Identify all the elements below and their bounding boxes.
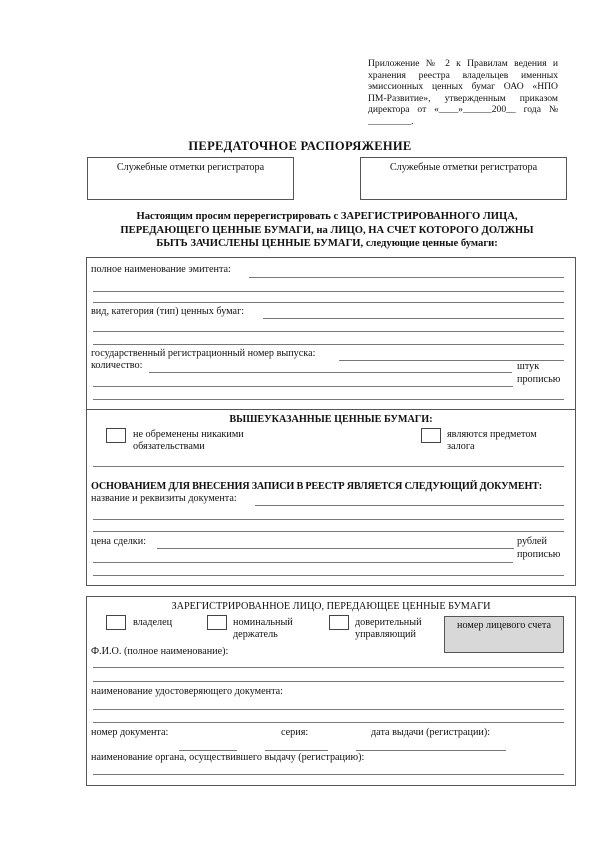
basis-heading: ОСНОВАНИЕМ ДЛЯ ВНЕСЕНИЯ ЗАПИСИ В РЕЕСТР ЯВЛЯЕТСЯ СЛЕДУЮЩИЙ ДОКУМЕНТ: [91,481,542,492]
in-words-label: прописью [517,374,561,385]
security-type-input-line3[interactable] [93,344,564,345]
issue-date-input[interactable] [356,750,506,751]
appendix-line: хранения реестра владельцев именных [368,69,558,81]
pledged-label [447,429,537,453]
deal-price-words-input[interactable] [93,562,513,563]
issuer-name-input[interactable] [249,277,564,278]
registrar-marks-label: Служебные отметки регистратора [389,162,538,173]
not-encumbered-label-line: обязательствами [133,441,205,452]
transferor-heading: ЗАРЕГИСТРИРОВАННОЕ ЛИЦО, ПЕРЕДАЮЩЕЕ ЦЕННЫЕ БУМАГИ [171,601,491,612]
trustee-checkbox[interactable] [329,615,349,630]
security-type-label: вид, категория (тип) ценных бумаг: [91,306,245,317]
registrar-marks-box-right [360,157,567,200]
not-encumbered-checkbox[interactable] [106,428,126,443]
issuing-authority-label: наименование органа, осуществившего выдачу (регистрацию): [91,752,365,763]
trustee-label-line: доверительный [355,617,422,628]
encumbrance-input[interactable] [93,466,564,467]
currency-label: рублей [517,536,547,547]
doc-number-input[interactable] [179,750,237,751]
account-number-label: номер лицевого счета [457,620,551,631]
encumbrance-heading: ВЫШЕУКАЗАННЫЕ ЦЕННЫЕ БУМАГИ: [229,414,433,425]
account-number-field[interactable] [444,616,564,653]
fullname-label: Ф.И.О. (полное наименование): [91,646,229,657]
appendix-line: эмиссионных ценных бумаг ОАО «НПО [368,81,558,93]
reg-number-label: государственный регистрационный номер выпуска: [91,348,316,359]
issue-date-label: дата выдачи (регистрации): [371,727,491,738]
basis-doc-input[interactable] [255,505,564,506]
deal-price-label: цена сделки: [91,536,147,547]
quantity-words-input-line2[interactable] [93,399,564,400]
fullname-input-line2[interactable] [93,681,564,682]
page-title: ПЕРЕДАТОЧНОЕ РАСПОРЯЖЕНИЕ [188,139,412,153]
series-input[interactable] [265,750,328,751]
price-in-words-label: прописью [517,549,561,560]
not-encumbered-label-line: не обременены никакими [133,429,244,440]
request-paragraph [80,210,574,251]
issuer-name-input-line2[interactable] [93,291,564,292]
id-doc-input[interactable] [93,709,564,710]
quantity-label: количество: [91,360,143,371]
request-line: ПЕРЕДАЮЩЕГО ЦЕННЫЕ БУМАГИ, на ЛИЦО, НА СЧЕТ КОТОРОГО ДОЛЖНЫ [120,224,534,236]
owner-checkbox[interactable] [106,615,126,630]
quantity-words-input[interactable] [93,386,513,387]
pledged-label-line: являются предметом [447,429,537,440]
issuer-name-input-line3[interactable] [93,302,564,303]
nominee-label [233,617,293,641]
security-type-input[interactable] [263,318,564,319]
appendix-line: _________. [368,115,414,127]
request-line: БЫТЬ ЗАЧИСЛЕНЫ ЦЕННЫЕ БУМАГИ, следующие ценные бумаги: [156,238,498,249]
nominee-checkbox[interactable] [207,615,227,630]
issuing-authority-input[interactable] [93,774,564,775]
registrar-marks-label: Служебные отметки регистратора [116,162,265,173]
nominee-label-line: держатель [233,629,278,640]
series-label: серия: [281,727,309,738]
appendix-line: ПМ-Развитие», утвержденным приказом [368,92,558,104]
fullname-input[interactable] [93,667,564,668]
trustee-label-line: управляющий [355,629,416,640]
deal-price-words-input-line2[interactable] [93,575,564,576]
section-divider [86,409,576,410]
nominee-label-line: номинальный [233,617,293,628]
basis-doc-input-line3[interactable] [93,531,564,532]
basis-doc-input-line2[interactable] [93,519,564,520]
appendix-line: Приложение № 2 к Правилам ведения и [368,58,558,69]
pieces-label: штук [517,361,540,372]
quantity-input[interactable] [149,372,512,373]
security-type-input-line2[interactable] [93,331,564,332]
appendix-note [368,58,558,128]
not-encumbered-label [133,429,244,453]
pledged-checkbox[interactable] [421,428,441,443]
deal-price-input[interactable] [157,548,514,549]
registrar-marks-box-left [87,157,294,200]
trustee-label [355,617,422,641]
appendix-line: директора от «____»______200__ года № [368,104,558,116]
pledged-label-line: залога [447,441,475,452]
id-doc-label: наименование удостоверяющего документа: [91,686,284,697]
owner-label: владелец [133,617,173,628]
issuer-label: полное наименование эмитента: [91,264,231,275]
basis-doc-label: название и реквизиты документа: [91,493,237,504]
doc-number-label: номер документа: [91,727,169,738]
request-line: Настоящим просим перерегистрировать с ЗАРЕГИСТРИРОВАННОГО ЛИЦА, [136,211,518,222]
id-doc-input-line2[interactable] [93,722,564,723]
